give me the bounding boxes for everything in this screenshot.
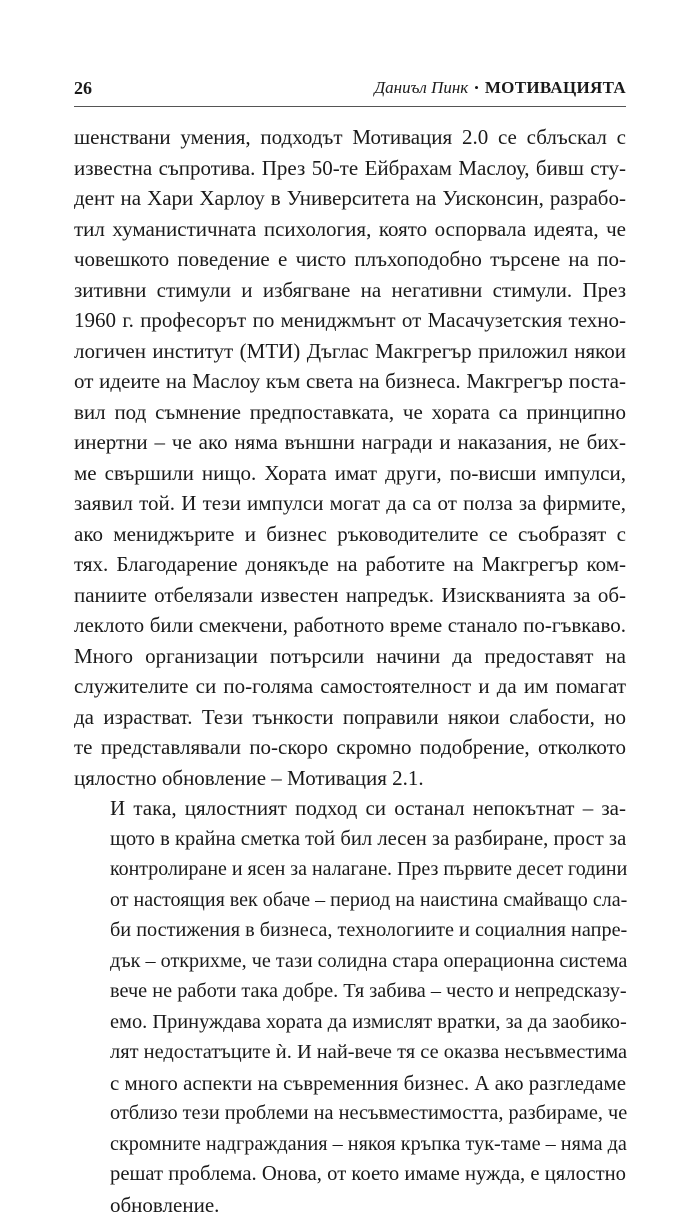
text-line: с много аспекти на съвременния бизнес. А ако разгледаме (74, 1068, 626, 1099)
author-name: Даниъл Пинк (374, 78, 468, 97)
text-line: Много организации потърсили начини да предоставят на (74, 641, 626, 672)
text-line: зитивни стимули и избягване на негативни стимули. През (74, 275, 626, 306)
text-line: от настоящия век обаче – период на наистина смайващо сла- (74, 885, 626, 916)
text-line: дент на Хари Харлоу в Университета на Уисконсин, разрабо- (74, 183, 626, 214)
text-line: би постижения в бизнеса, технологиите и социалния напре- (74, 915, 626, 946)
text-line: известна съпротива. През 50-те Ейбрахам Маслоу, бивш сту- (74, 153, 626, 184)
text-line: цялостно обновление – Мотивация 2.1. (74, 763, 626, 794)
page-number: 26 (74, 78, 92, 99)
text-line: щото в крайна сметка той бил лесен за разбиране, прост за (74, 824, 626, 855)
text-line: леклото били смекчени, работното време станало по-гъвкаво. (74, 610, 626, 641)
text-line: паниите отбелязали известен напредък. Изискванията за об- (74, 580, 626, 611)
paragraph (74, 793, 626, 1220)
running-header (74, 74, 626, 102)
text-line: от идеите на Маслоу към света на бизнеса. Макгрегър поста- (74, 366, 626, 397)
text-line: лят недостатъците ѝ. И най-вече тя се оказва несъвместима (74, 1037, 626, 1068)
text-line: те представлявали по-скоро скромно подобрение, отколкото (74, 732, 626, 763)
running-head (374, 78, 626, 98)
text-line: 1960 г. професорът по мениджмънт от Масачузетския техно- (74, 305, 626, 336)
text-line: решат проблема. Онова, от което имаме нужда, е цялостно (74, 1159, 626, 1190)
text-line: обновление. (74, 1190, 626, 1220)
book-title: МОТИВАЦИЯТА (485, 78, 626, 97)
text-line: тил хуманистичната психология, която оспорвала идеята, че (74, 214, 626, 245)
text-line: контролиране и ясен за налагане. През първите десет години (74, 854, 626, 885)
text-line: шенствани умения, подходът Мотивация 2.0 се сблъскал с (74, 122, 626, 153)
text-line: служителите си по-голяма самостоятелност и да им помагат (74, 671, 626, 702)
bullet-separator: • (474, 80, 479, 95)
text-line: ако мениджърите и бизнес ръководителите се съобразят с (74, 519, 626, 550)
text-line: заявил той. И тези импулси могат да са от полза за фирмите, (74, 488, 626, 519)
header-rule (74, 106, 626, 107)
text-line: инертни – че ако няма външни награди и наказания, не бих- (74, 427, 626, 458)
text-line: скромните надграждания – някоя кръпка тук-таме – няма да (74, 1129, 626, 1160)
text-line: да израстват. Тези тънкости поправили някои слабости, но (74, 702, 626, 733)
text-line: тях. Благодарение донякъде на работите на Макгрегър ком- (74, 549, 626, 580)
paragraph (74, 122, 626, 793)
text-line: емо. Принуждава хората да измислят вратки, за да заобико- (74, 1007, 626, 1038)
body-text (74, 122, 626, 1220)
text-line: логичен институт (МТИ) Дъглас Макгрегър приложил някои (74, 336, 626, 367)
text-line: дък – открихме, че тази солидна стара операционна система (74, 946, 626, 977)
text-line: вече не работи така добре. Тя забива – често и непредсказу- (74, 976, 626, 1007)
text-line: И така, цялостният подход си останал непокътнат – за- (74, 793, 626, 824)
text-line: вил под съмнение предпоставката, че хората са принципно (74, 397, 626, 428)
text-line: отблизо тези проблеми на несъвместимостта, разбираме, че (74, 1098, 626, 1129)
text-line: човешкото поведение е чисто плъхоподобно търсене на по- (74, 244, 626, 275)
text-line: ме свършили нищо. Хората имат други, по-висши импулси, (74, 458, 626, 489)
